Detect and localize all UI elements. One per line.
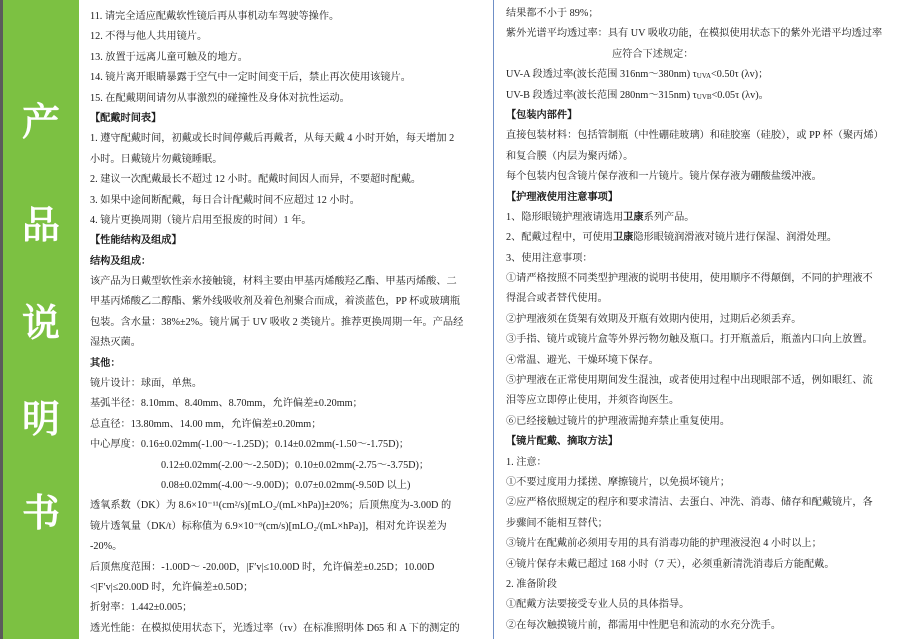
text-segment: 隐形眼镜润滑液对镜片进行保湿、润滑处理。 xyxy=(633,232,838,244)
text-line: 结果都不小于 89%； xyxy=(506,8,599,19)
column-divider xyxy=(493,0,494,639)
text-line: 15. 在配戴期间请勿从事激烈的碰撞性及身体对抗性运动。 xyxy=(90,92,350,104)
text-line: ①请严格按照不同类型护理液的说明书使用，使用顺序不得颠倒，不同的护理液不 xyxy=(506,273,873,285)
text-line: ②应严格依照规定的程序和要求清洁、去蛋白、冲洗、消毒、储存和配戴镜片，各 xyxy=(506,497,873,509)
text-segment: 2、配戴过程中，可使用 xyxy=(506,232,613,244)
sidebar-title-char: 品 xyxy=(21,203,60,247)
text-line: ⑥已经接触过镜片的护理液需抛弃禁止重复使用。 xyxy=(506,415,731,427)
text-line: 0.12±0.02mm(-2.00～-2.50D)；0.10±0.02mm(-2.75～-3.75D)； xyxy=(161,459,430,471)
subscript: UVA xyxy=(696,72,712,81)
section-heading: 【护理液使用注意事项】 xyxy=(506,191,619,203)
text-line: 透氧系数（DK）为 8.6×10⁻¹¹(cm²/s)[mLO₂/(mL×hPa)]±20%；后顶焦度为-3.00D 的 xyxy=(90,500,452,512)
text-line: 镜片设计：球面，单焦。 xyxy=(90,378,203,390)
text-line: 得混合或者替代使用。 xyxy=(506,293,608,305)
text-line: 1. 注意： xyxy=(506,456,547,468)
text-line: 3、使用注意事项： xyxy=(506,252,593,264)
text-line: ②护理液须在货架有效期及开瓶有效期内使用，过期后必须丢弃。 xyxy=(506,313,802,325)
text-line: 甲基丙烯酸乙二醇酯、紫外线吸收剂及着色剂聚合而成，着淡蓝色，PP 杯或玻璃瓶 xyxy=(90,296,461,308)
text-line: 2. 建议一次配戴最长不超过 12 小时。配戴时间因人而异，不要超时配戴。 xyxy=(90,174,422,186)
text-segment: <0.05τ (λv)。 xyxy=(711,89,769,101)
text-line: ④常温、避光、干燥环境下保存。 xyxy=(506,354,659,366)
text-line: 11. 请完全适应配戴软性镜后再从事机动车驾驶等操作。 xyxy=(90,11,340,22)
sidebar-title-char: 说 xyxy=(21,301,60,345)
title-sidebar xyxy=(3,0,79,639)
text-line: 湿热灭菌。 xyxy=(90,337,141,349)
text-line: 和复合膜（内层为聚丙烯）。 xyxy=(506,150,634,162)
text-line: 14. 镜片离开眼睛暴露于空气中一定时间变干后，禁止再次使用该镜片。 xyxy=(90,72,411,84)
uva-transmittance-line xyxy=(506,65,898,85)
right-column xyxy=(506,4,898,636)
text-segment: UV-A 段透过率(波长范围 316nm～380nm) τ xyxy=(506,69,697,81)
text-line: 泪等应立即停止使用，并须咨询医生。 xyxy=(506,395,680,407)
text-line: <|F′v|≤20.00D 时，允许偏差±0.50D； xyxy=(90,581,254,593)
section-heading: 【配戴时间表】 xyxy=(90,112,162,124)
text-line: 总直径：13.80mm、14.00 mm，允许偏差±0.20mm； xyxy=(90,418,322,430)
text-line: 紫外光谱平均透过率：具有 UV 吸收功能，在模拟使用状态下的紫外光谱平均透过率 xyxy=(506,28,883,40)
text-line: 基弧半径：8.10mm、8.40mm、8.70mm，允许偏差±0.20mm； xyxy=(90,398,363,410)
sidebar-title-char: 明 xyxy=(21,397,60,441)
text-line: 该产品为日戴型软性亲水接触镜，材料主要由甲基丙烯酸羟乙酯、甲基丙烯酸、二 xyxy=(90,276,457,288)
text-line: ①不要过度用力揉搓、摩擦镜片，以免损坏镜片； xyxy=(506,476,731,488)
section-heading: 【镜片配戴、摘取方法】 xyxy=(506,436,619,448)
text-segment: 系列产品。 xyxy=(643,211,695,223)
text-line: 步骤间不能相互替代； xyxy=(506,517,608,529)
subsection-heading: 结构及组成： xyxy=(90,255,152,267)
text-line: 0.08±0.02mm(-4.00～-9.00D)；0.07±0.02mm(-9.50D 以上) xyxy=(161,479,411,491)
text-line: ③手指、镜片或镜片盒等外界污物勿触及瓶口。打开瓶盖后，瓶盖内口向上放置。 xyxy=(506,334,873,346)
text-line xyxy=(506,228,898,248)
text-line: 透光性能：在模拟使用状态下，光透过率（τv）在标准照明体 D65 和 A 下的测定的 xyxy=(90,622,460,634)
text-line: 1. 遵守配戴时间，初戴或长时间停戴后再戴者，从每天戴 4 小时开始，每天增加 2 xyxy=(90,133,455,145)
text-line: 12. 不得与他人共用镜片。 xyxy=(90,31,208,43)
text-line: ④镜片保存未戴已超过 168 小时（7 天），必须重新清洗消毒后方能配戴。 xyxy=(506,558,835,570)
text-line: 折射率：1.442±0.005； xyxy=(90,602,193,614)
section-heading: 【包装内部件】 xyxy=(506,109,578,121)
brand-name: 卫康 xyxy=(612,232,634,244)
text-line: 2. 准备阶段 xyxy=(506,578,557,590)
text-segment: <0.50τ (λv)； xyxy=(711,69,769,81)
section-heading: 【性能结构及组成】 xyxy=(90,235,182,247)
text-line: ⑤护理液在正常使用期间发生混浊，或者使用过程中出现眼部不适，例如眼红、流 xyxy=(506,375,873,387)
text-line: 13. 放置于远离儿童可触及的地方。 xyxy=(90,51,248,63)
text-line: ③镜片在配戴前必须用专用的具有消毒功能的护理液浸泡 4 小时以上； xyxy=(506,538,822,550)
text-line: 应符合下述规定： xyxy=(612,48,694,60)
brand-name: 卫康 xyxy=(623,211,644,223)
left-column xyxy=(90,7,482,639)
text-line: 包装。含水量：38%±2%。镜片属于 UV 吸收 2 类镜片。推荐更换周期一年。产品经 xyxy=(90,316,464,328)
text-line: ②在每次触摸镜片前，都需用中性肥皂和流动的水充分洗手。 xyxy=(506,619,782,631)
text-line: 小时。日戴镜片勿戴镜睡眠。 xyxy=(90,153,223,165)
text-line: -20%。 xyxy=(90,541,123,553)
text-line: 后顶焦度范围：-1.00D～ -20.00D，|F′v|≤10.00D 时，允许偏差±0.25D；10.00D xyxy=(90,561,435,573)
subscript: UVB xyxy=(696,92,712,101)
text-line: 镜片透氧量（DK/t）标称值为 6.9×10⁻⁹(cm/s)[mLO₂/(mL×hPa)]，相对允许误差为 xyxy=(90,520,447,532)
sidebar-title-char: 产 xyxy=(21,100,60,144)
text-line: 4. 镜片更换周期（镜片启用至报废的时间）1 年。 xyxy=(90,214,312,226)
text-line: 中心厚度：0.16±0.02mm(-1.00～-1.25D)；0.14±0.02mm(-1.50～-1.75D)； xyxy=(90,439,410,451)
text-segment: UV-B 段透过率(波长范围 280nm～315nm) τ xyxy=(506,89,697,101)
uvb-transmittance-line xyxy=(506,86,898,106)
text-line xyxy=(506,208,898,228)
text-segment: 1、隐形眼镜护理液请选用 xyxy=(506,211,624,223)
subsection-heading: 其他： xyxy=(90,357,121,369)
text-line: 直接包装材料：包括管制瓶（中性硼硅玻璃）和硅胶塞（硅胶），或 PP 杯（聚丙烯） xyxy=(506,130,884,142)
text-line: ①配戴方法要接受专业人员的具体指导。 xyxy=(506,599,690,611)
text-line: 每个包装内包含镜片保存液和一片镜片。镜片保存液为硼酸盐缓冲液。 xyxy=(506,171,822,183)
text-line: 3. 如果中途间断配戴，每日合计配戴时间不应超过 12 小时。 xyxy=(90,194,360,206)
sidebar-title-char: 书 xyxy=(21,491,60,535)
